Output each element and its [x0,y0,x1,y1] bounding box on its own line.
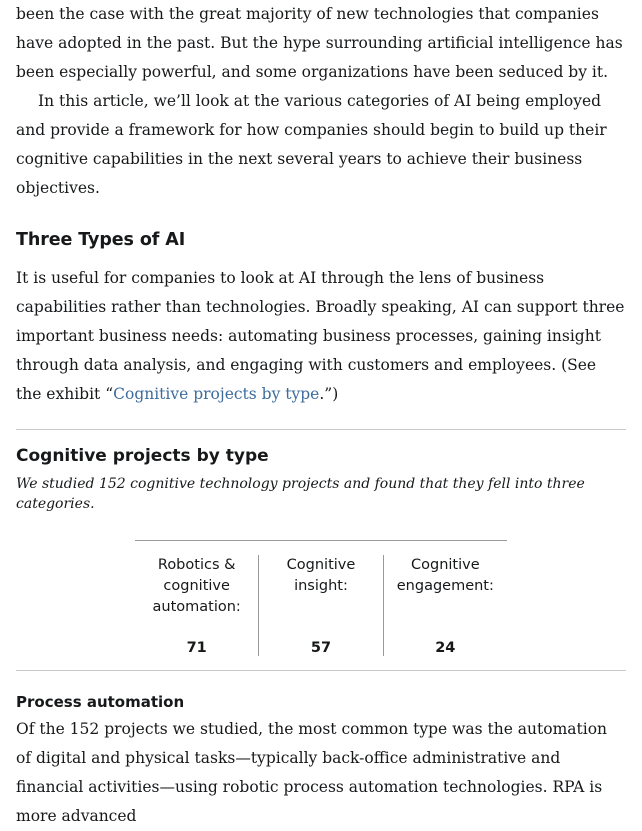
chart-column-insight [258,555,382,656]
paragraph-process-automation: Of the 152 projects we studied, the most common type was the automation of digital and physical tasks—typically back-office administrative and financial activities—using robotic process automation technologies. RPA is more advanced [16,720,608,825]
paragraph-tail-text: .”) [319,385,339,403]
exhibit-cognitive-projects-by-type [16,429,626,671]
paragraph-article-overview: In this article, we’ll look at the various categories of AI being employed and provide a framework for how companies should begin to build up their cognitive capabilities in the next several years to achieve their business objectives. [16,92,607,197]
exhibit-chart [16,540,626,656]
paragraph-block-2 [16,87,626,203]
paragraph-continued: been the case with the great majority of new technologies that companies have adopted in the past. But the hype surrounding artificial intelligence has been especially powerful, and some organizations have been seduced by it. [16,5,623,81]
exhibit-link-cognitive-projects-by-type[interactable]: Cognitive projects by type [113,385,320,403]
chart-column-body [392,555,499,656]
section-heading-three-types-of-ai: Three Types of AI [16,230,186,250]
chart-top-rule [135,540,507,541]
chart-category-label: Cognitive insight: [286,557,356,594]
subsection-heading-process-automation: Process automation [16,693,185,711]
paragraph-lead-text: It is useful for companies to look at AI through the lens of business capabilities rather than technologies. Broadly speaking, AI can support three important business needs: automating business processes, gaining insight through data analysis, and engaging with customers and employees. (See the exhibit “ [16,269,625,403]
chart-category-label: Robotics & cognitive automation: [152,557,241,615]
chart-column-robotics [135,555,258,656]
chart-inner [135,540,507,656]
chart-category-label: Cognitive engagement: [396,557,494,594]
chart-value: 24 [435,640,456,656]
chart-column-engagement [383,555,507,656]
paragraph-business-capabilities [16,264,626,409]
chart-column-body [143,555,250,656]
chart-columns [135,555,507,656]
paragraph-block-1 [16,0,626,87]
exhibit-title: Cognitive projects by type [16,446,269,466]
chart-column-body [267,555,374,656]
chart-value: 71 [186,640,207,656]
chart-value: 57 [310,640,332,656]
exhibit-subtitle: We studied 152 cognitive technology projects and found that they fell into three categories. [16,476,585,512]
subsection-process-automation [16,693,626,831]
